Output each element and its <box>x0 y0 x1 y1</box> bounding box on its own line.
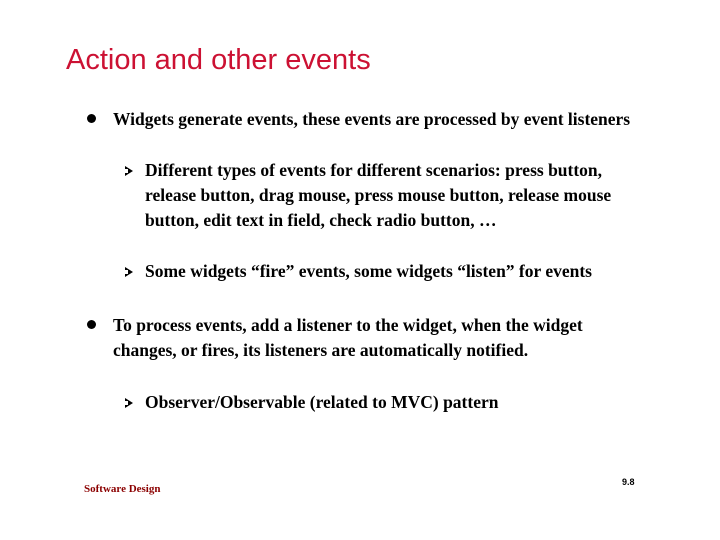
arrow-bullet-icon <box>125 267 133 277</box>
bullet-2-sub-1-text: Observer/Observable (related to MVC) pattern <box>145 392 499 412</box>
bullet-dot-icon <box>87 320 96 329</box>
bullet-1-text: Widgets generate events, these events are processed by event listeners <box>113 109 631 129</box>
slide-page-number: 9.8 <box>622 477 635 487</box>
arrow-bullet-icon <box>125 166 133 176</box>
arrow-bullet-icon <box>125 398 133 408</box>
bullet-1-sub-2-text: Some widgets “fire” events, some widgets “listen” for events <box>145 261 592 281</box>
slide-title: Action and other events <box>66 44 371 76</box>
footer-course-label: Software Design <box>84 483 161 495</box>
bullet-2-text: To process events, add a listener to the widget, when the widget changes, or fires, its listeners are automatically notified. <box>113 315 583 360</box>
bullet-dot-icon <box>87 114 96 123</box>
bullet-1-sub-1-text: Different types of events for different scenarios: press button, release button, drag mouse, press mouse button, release mouse button, edit text in field, check radio button, … <box>145 160 612 230</box>
